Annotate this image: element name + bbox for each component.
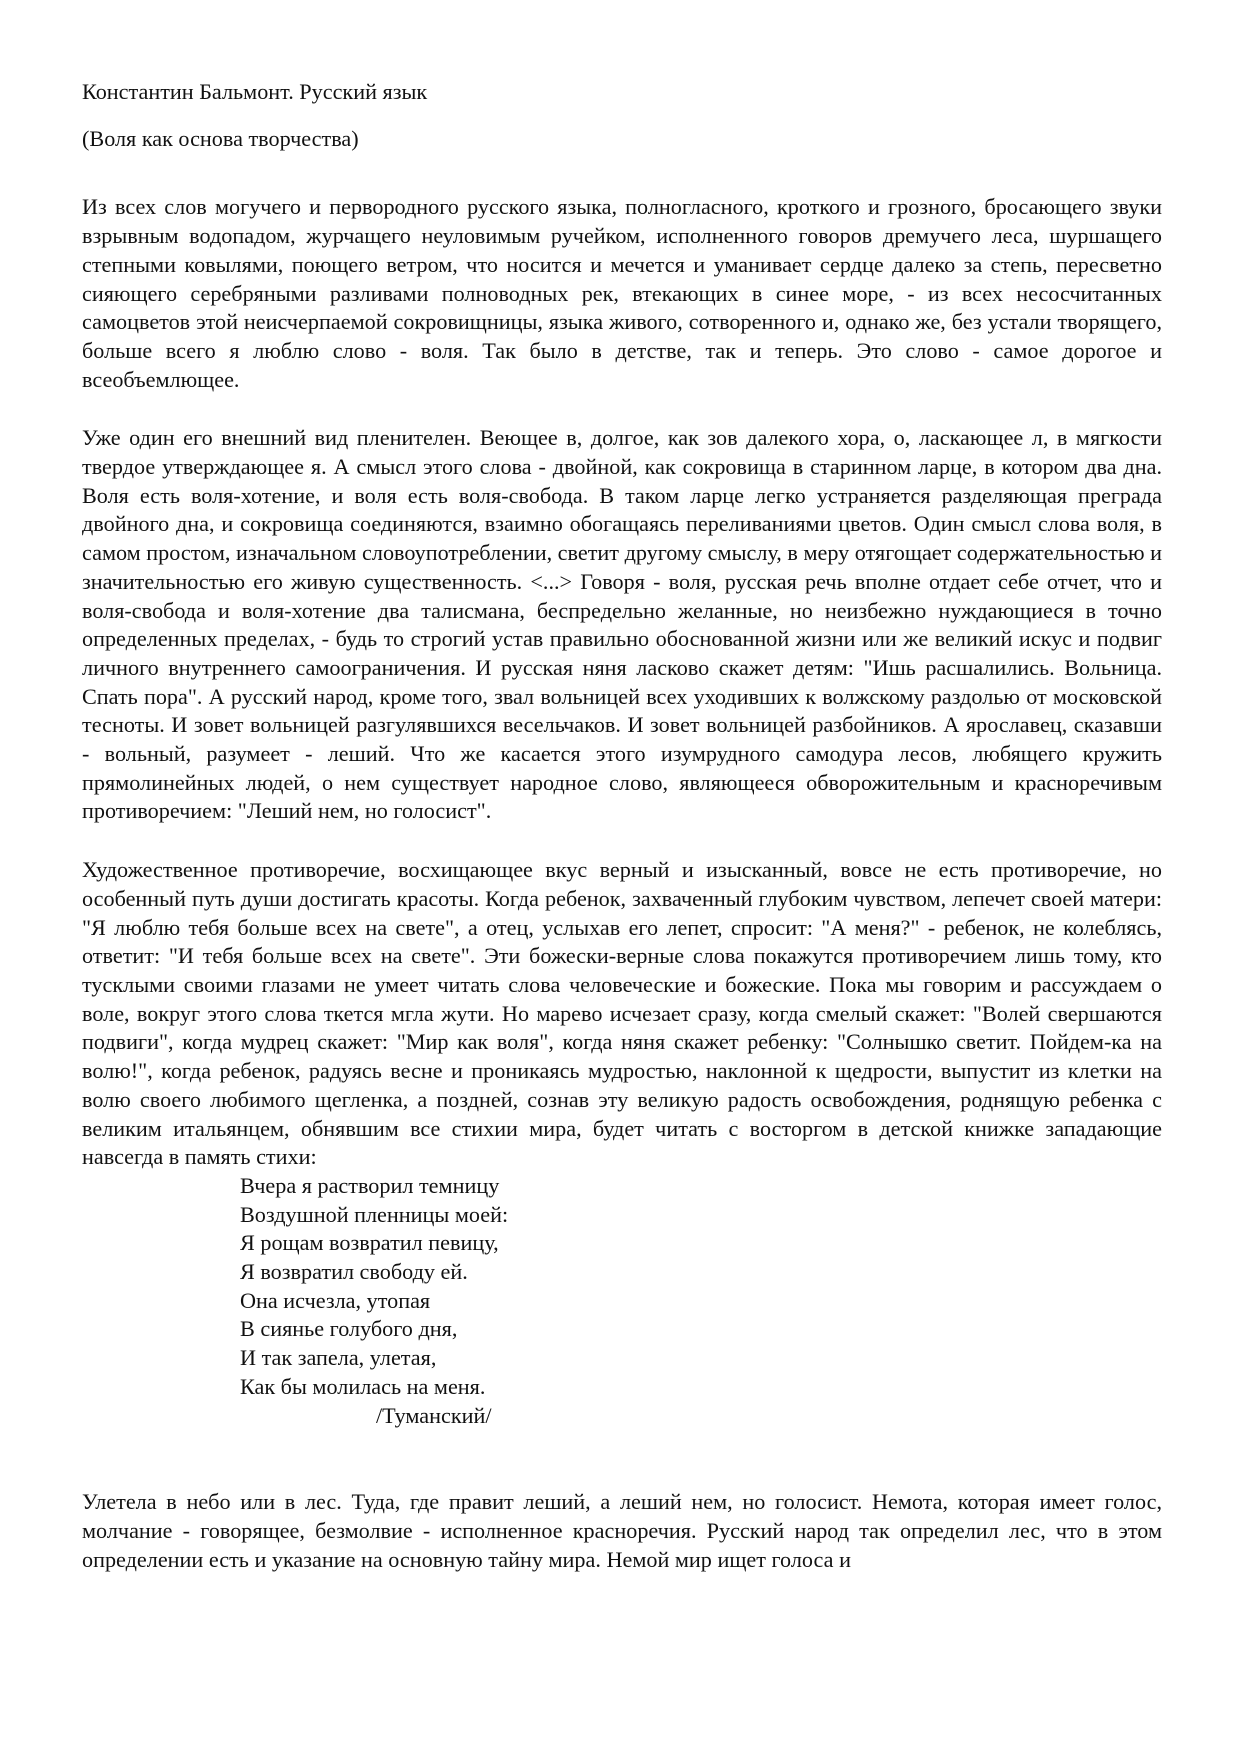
poem [240, 1172, 1162, 1402]
poem-line: Как бы молилась на меня. [240, 1373, 486, 1399]
poem-line: В сиянье голубого дня, [240, 1316, 458, 1342]
poem-line: Вчера я растворил темницу [240, 1172, 500, 1198]
document-subtitle: (Воля как основа творчества) [82, 125, 359, 151]
poem-line: Воздушной пленницы моей: [240, 1201, 509, 1227]
poem-author: /Туманский/ [376, 1402, 492, 1428]
document-page [82, 78, 1162, 1574]
poem-line: И так запела, улетая, [240, 1345, 437, 1371]
paragraph-2: Уже один его внешний вид пленителен. Веющее в, долгое, как зов далекого хора, о, ласкающее л, в мягкости твердое утверждающее я. А смысл этого слова - двойной, как сокровища в старинном ларце, в котором два дна. Воля есть воля-хотение, и воля есть воля-свобода. В таком ларце легко устраняется разделяющая преграда двойного дна, и сокровища соединяются, взаимно обогащаясь переливаниями цветов. Один смысл слова воля, в самом простом, изначальном словоупотреблении, светит другому смыслу, в меру отягощает содержательностью и значительностью его живую существенность. <...> Говоря - воля, русская речь вполне отдает себе отчет, что и воля-свобода и воля-хотение два талисмана, беспредельно желанные, но неизбежно нуждающиеся в точно определенных пределах, - будь то строгий устав правильно обоснованной жизни или же великий искус и подвиг личного внутреннего самоограничения. И русская няня ласково скажет детям: "Ишь расшалились. Вольница. Спать пора". А русский народ, кроме того, звал вольницей всех уходивших к волжскому раздолью от московской тесноты. И зовет вольницей разгулявшихся весельчаков. И зовет вольницей разбойников. А ярославец, сказавши - вольный, разумеет - леший. Что же касается этого изумрудного самодура лесов, любящего кружить прямолинейных людей, о нем существует народное слово, являющееся обворожительным и красноречивым противоречием: "Леший нем, но голосист". [82, 425, 1162, 824]
poem-line: Я возвратил свободу ей. [240, 1259, 468, 1285]
poem-line: Я рощам возвратил певицу, [240, 1230, 499, 1256]
paragraph-3: Художественное противоречие, восхищающее вкус верный и изысканный, вовсе не есть противоречие, но особенный путь души достигать красоты. Когда ребенок, захваченный глубоким чувством, лепечет своей матери: "Я люблю тебя больше всех на свете", а отец, услыхав его лепет, спросит: "А меня?" - ребенок, не колеблясь, ответит: "И тебя больше всех на свете". Эти божески-верные слова покажутся противоречием лишь тому, кто тусклыми своими глазами не умеет читать слова человеческие и божеские. Пока мы говорим и рассуждаем о воле, вокруг этого слова ткется мгла жути. Но марево исчезает сразу, когда смелый скажет: "Волей свершаются подвиги", когда мудрец скажет: "Мир как воля", когда няня скажет ребенку: "Солнышко светит. Пойдем-ка на волю!", когда ребенок, радуясь весне и проникаясь мудростью, наклонной к щедрости, выпустит из клетки на волю своего любимого щегленка, а поздней, сознав эту великую радость освобождения, роднящую ребенка с великим итальянцем, обнявшим все стихии мира, будет читать с восторгом в детской книжке западающие навсегда в память стихи: [82, 857, 1162, 1170]
paragraph-1: Из всех слов могучего и первородного русского языка, полногласного, кроткого и грозного, бросающего звуки взрывным водопадом, журчащего неуловимым ручейком, исполненного говоров дремучего леса, шуршащего степными ковылями, поющего ветром, что носится и мечется и уманивает сердце далеко за степь, пересветно сияющего серебряными разливами полноводных рек, втекающих в синее море, - из всех несосчитанных самоцветов этой неисчерпаемой сокровищницы, языка живого, сотворенного и, однако же, без устали творящего, больше всего я люблю слово - воля. Так было в детстве, так и теперь. Это слово - самое дорогое и всеобъемлющее. [82, 194, 1162, 392]
document-title: Константин Бальмонт. Русский язык [82, 79, 428, 104]
poem-line: Она исчезла, утопая [240, 1287, 431, 1313]
paragraph-4: Улетела в небо или в лес. Туда, где правит леший, а леший нем, но голосист. Немота, которая имеет голос, молчание - говорящее, безмолвие - исполненное красноречия. Русский народ так определил лес, что в этом определении есть и указание на основную тайну мира. Немой мир ищет голоса и [82, 1489, 1162, 1572]
